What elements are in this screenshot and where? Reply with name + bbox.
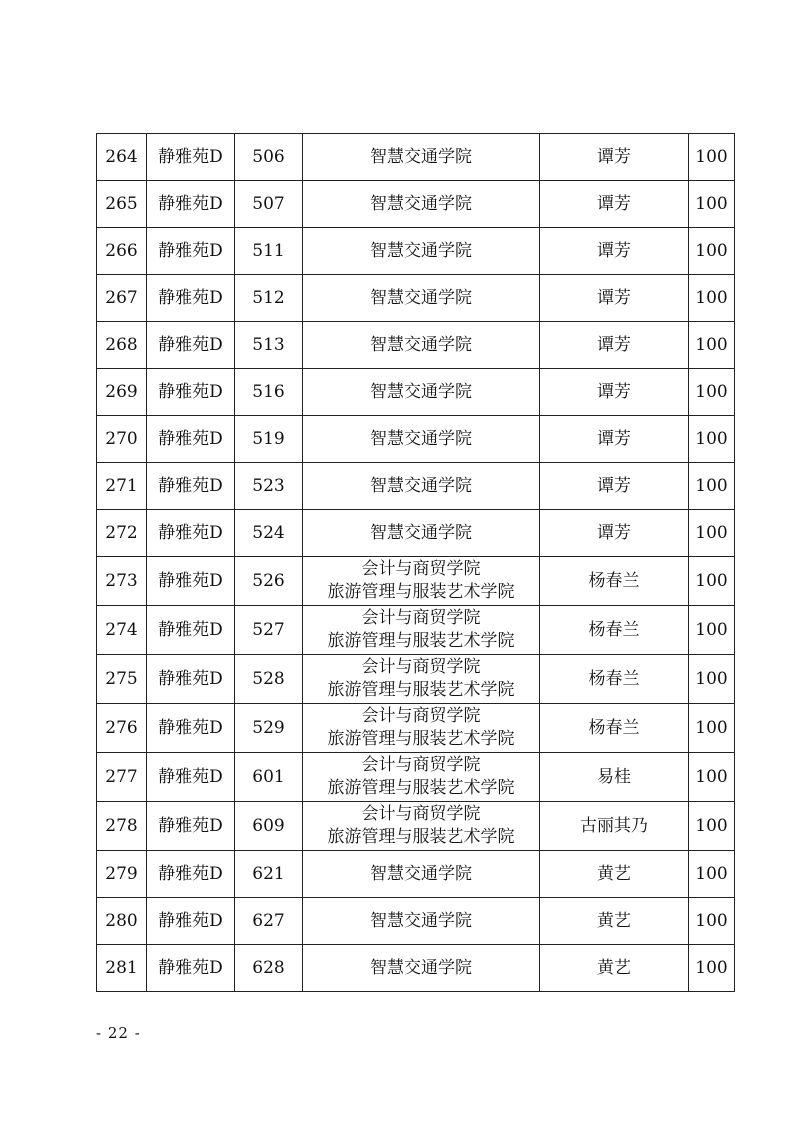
score-cell: 100 — [689, 557, 735, 606]
college-name: 旅游管理与服装艺术学院 — [327, 582, 515, 602]
table-row — [97, 802, 735, 851]
row-number-cell: 264 — [97, 134, 147, 181]
responsible-person-cell: 杨春兰 — [540, 655, 689, 704]
room-number-cell: 527 — [235, 606, 303, 655]
score-cell: 100 — [689, 369, 735, 416]
college-name: 旅游管理与服装艺术学院 — [327, 631, 515, 651]
score-cell: 100 — [689, 655, 735, 704]
responsible-person-cell: 杨春兰 — [540, 557, 689, 606]
row-number-cell: 270 — [97, 416, 147, 463]
college-cell — [303, 134, 540, 181]
building-cell: 静雅苑D — [147, 181, 235, 228]
score-cell: 100 — [689, 463, 735, 510]
college-cell — [303, 322, 540, 369]
score-cell: 100 — [689, 275, 735, 322]
room-number-cell: 621 — [235, 851, 303, 898]
building-cell: 静雅苑D — [147, 510, 235, 557]
building-cell: 静雅苑D — [147, 606, 235, 655]
score-cell: 100 — [689, 753, 735, 802]
responsible-person-cell: 易桂 — [540, 753, 689, 802]
row-number-cell: 266 — [97, 228, 147, 275]
room-number-cell: 516 — [235, 369, 303, 416]
table-body — [97, 134, 735, 992]
row-number-cell: 275 — [97, 655, 147, 704]
building-cell: 静雅苑D — [147, 945, 235, 992]
building-cell: 静雅苑D — [147, 416, 235, 463]
score-cell: 100 — [689, 134, 735, 181]
responsible-person-cell: 谭芳 — [540, 134, 689, 181]
row-number-cell: 276 — [97, 704, 147, 753]
room-number-cell: 512 — [235, 275, 303, 322]
college-name: 智慧交通学院 — [370, 146, 472, 167]
responsible-person-cell: 古丽其乃 — [540, 802, 689, 851]
room-number-cell: 601 — [235, 753, 303, 802]
score-cell: 100 — [689, 416, 735, 463]
score-cell: 100 — [689, 322, 735, 369]
table-row — [97, 606, 735, 655]
score-cell: 100 — [689, 181, 735, 228]
responsible-person-cell: 黄艺 — [540, 851, 689, 898]
building-cell: 静雅苑D — [147, 557, 235, 606]
row-number-cell: 279 — [97, 851, 147, 898]
table-row — [97, 369, 735, 416]
building-cell: 静雅苑D — [147, 322, 235, 369]
table-row — [97, 275, 735, 322]
college-cell — [303, 753, 540, 802]
responsible-person-cell: 杨春兰 — [540, 704, 689, 753]
room-number-cell: 528 — [235, 655, 303, 704]
score-cell: 100 — [689, 606, 735, 655]
college-cell — [303, 369, 540, 416]
table-row — [97, 898, 735, 945]
building-cell: 静雅苑D — [147, 228, 235, 275]
room-number-cell: 628 — [235, 945, 303, 992]
college-name: 智慧交通学院 — [370, 381, 472, 402]
room-number-cell: 507 — [235, 181, 303, 228]
college-cell — [303, 704, 540, 753]
responsible-person-cell: 谭芳 — [540, 228, 689, 275]
score-cell: 100 — [689, 802, 735, 851]
room-number-cell: 609 — [235, 802, 303, 851]
table-row — [97, 753, 735, 802]
room-number-cell: 529 — [235, 704, 303, 753]
building-cell: 静雅苑D — [147, 275, 235, 322]
building-cell: 静雅苑D — [147, 898, 235, 945]
room-number-cell: 506 — [235, 134, 303, 181]
row-number-cell: 268 — [97, 322, 147, 369]
building-cell: 静雅苑D — [147, 655, 235, 704]
row-number-cell: 273 — [97, 557, 147, 606]
responsible-person-cell: 黄艺 — [540, 898, 689, 945]
college-cell — [303, 945, 540, 992]
room-number-cell: 513 — [235, 322, 303, 369]
table-row — [97, 945, 735, 992]
college-cell — [303, 802, 540, 851]
row-number-cell: 277 — [97, 753, 147, 802]
room-number-cell: 519 — [235, 416, 303, 463]
table-row — [97, 181, 735, 228]
table-row — [97, 416, 735, 463]
college-cell — [303, 898, 540, 945]
college-cell — [303, 275, 540, 322]
responsible-person-cell: 谭芳 — [540, 369, 689, 416]
college-name: 会计与商贸学院 — [361, 755, 481, 775]
college-name: 旅游管理与服装艺术学院 — [327, 827, 515, 847]
score-cell: 100 — [689, 945, 735, 992]
college-name: 会计与商贸学院 — [361, 559, 481, 579]
responsible-person-cell: 谭芳 — [540, 322, 689, 369]
room-number-cell: 524 — [235, 510, 303, 557]
building-cell: 静雅苑D — [147, 704, 235, 753]
college-name: 智慧交通学院 — [370, 428, 472, 449]
college-name: 智慧交通学院 — [370, 957, 472, 978]
room-number-cell: 511 — [235, 228, 303, 275]
college-name: 会计与商贸学院 — [361, 706, 481, 726]
row-number-cell: 269 — [97, 369, 147, 416]
responsible-person-cell: 谭芳 — [540, 510, 689, 557]
college-name: 智慧交通学院 — [370, 910, 472, 931]
row-number-cell: 281 — [97, 945, 147, 992]
college-name: 智慧交通学院 — [370, 334, 472, 355]
row-number-cell: 267 — [97, 275, 147, 322]
college-cell — [303, 851, 540, 898]
table-row — [97, 851, 735, 898]
score-cell: 100 — [689, 851, 735, 898]
building-cell: 静雅苑D — [147, 369, 235, 416]
college-name: 智慧交通学院 — [370, 240, 472, 261]
table-row — [97, 655, 735, 704]
building-cell: 静雅苑D — [147, 463, 235, 510]
table-row — [97, 510, 735, 557]
row-number-cell: 280 — [97, 898, 147, 945]
college-name: 智慧交通学院 — [370, 475, 472, 496]
college-cell — [303, 181, 540, 228]
college-name: 会计与商贸学院 — [361, 608, 481, 628]
score-cell: 100 — [689, 228, 735, 275]
responsible-person-cell: 杨春兰 — [540, 606, 689, 655]
table-row — [97, 228, 735, 275]
college-cell — [303, 655, 540, 704]
table-row — [97, 134, 735, 181]
page-number: - 22 - — [96, 1024, 141, 1042]
responsible-person-cell: 谭芳 — [540, 181, 689, 228]
row-number-cell: 265 — [97, 181, 147, 228]
college-name: 智慧交通学院 — [370, 522, 472, 543]
responsible-person-cell: 谭芳 — [540, 275, 689, 322]
room-number-cell: 526 — [235, 557, 303, 606]
table-row — [97, 704, 735, 753]
college-cell — [303, 416, 540, 463]
college-name: 旅游管理与服装艺术学院 — [327, 680, 515, 700]
college-cell — [303, 557, 540, 606]
dormitory-score-table — [96, 133, 735, 992]
row-number-cell: 272 — [97, 510, 147, 557]
score-cell: 100 — [689, 510, 735, 557]
room-number-cell: 523 — [235, 463, 303, 510]
building-cell: 静雅苑D — [147, 802, 235, 851]
college-name: 旅游管理与服装艺术学院 — [327, 778, 515, 798]
college-cell — [303, 463, 540, 510]
table-row — [97, 557, 735, 606]
college-name: 智慧交通学院 — [370, 287, 472, 308]
college-name: 智慧交通学院 — [370, 193, 472, 214]
score-cell: 100 — [689, 704, 735, 753]
table-row — [97, 322, 735, 369]
college-name: 智慧交通学院 — [370, 863, 472, 884]
row-number-cell: 271 — [97, 463, 147, 510]
score-cell: 100 — [689, 898, 735, 945]
room-number-cell: 627 — [235, 898, 303, 945]
responsible-person-cell: 黄艺 — [540, 945, 689, 992]
building-cell: 静雅苑D — [147, 134, 235, 181]
responsible-person-cell: 谭芳 — [540, 463, 689, 510]
college-name: 会计与商贸学院 — [361, 657, 481, 677]
college-name: 会计与商贸学院 — [361, 804, 481, 824]
table-row — [97, 463, 735, 510]
responsible-person-cell: 谭芳 — [540, 416, 689, 463]
row-number-cell: 278 — [97, 802, 147, 851]
college-cell — [303, 228, 540, 275]
building-cell: 静雅苑D — [147, 851, 235, 898]
college-cell — [303, 510, 540, 557]
college-name: 旅游管理与服装艺术学院 — [327, 729, 515, 749]
college-cell — [303, 606, 540, 655]
building-cell: 静雅苑D — [147, 753, 235, 802]
row-number-cell: 274 — [97, 606, 147, 655]
